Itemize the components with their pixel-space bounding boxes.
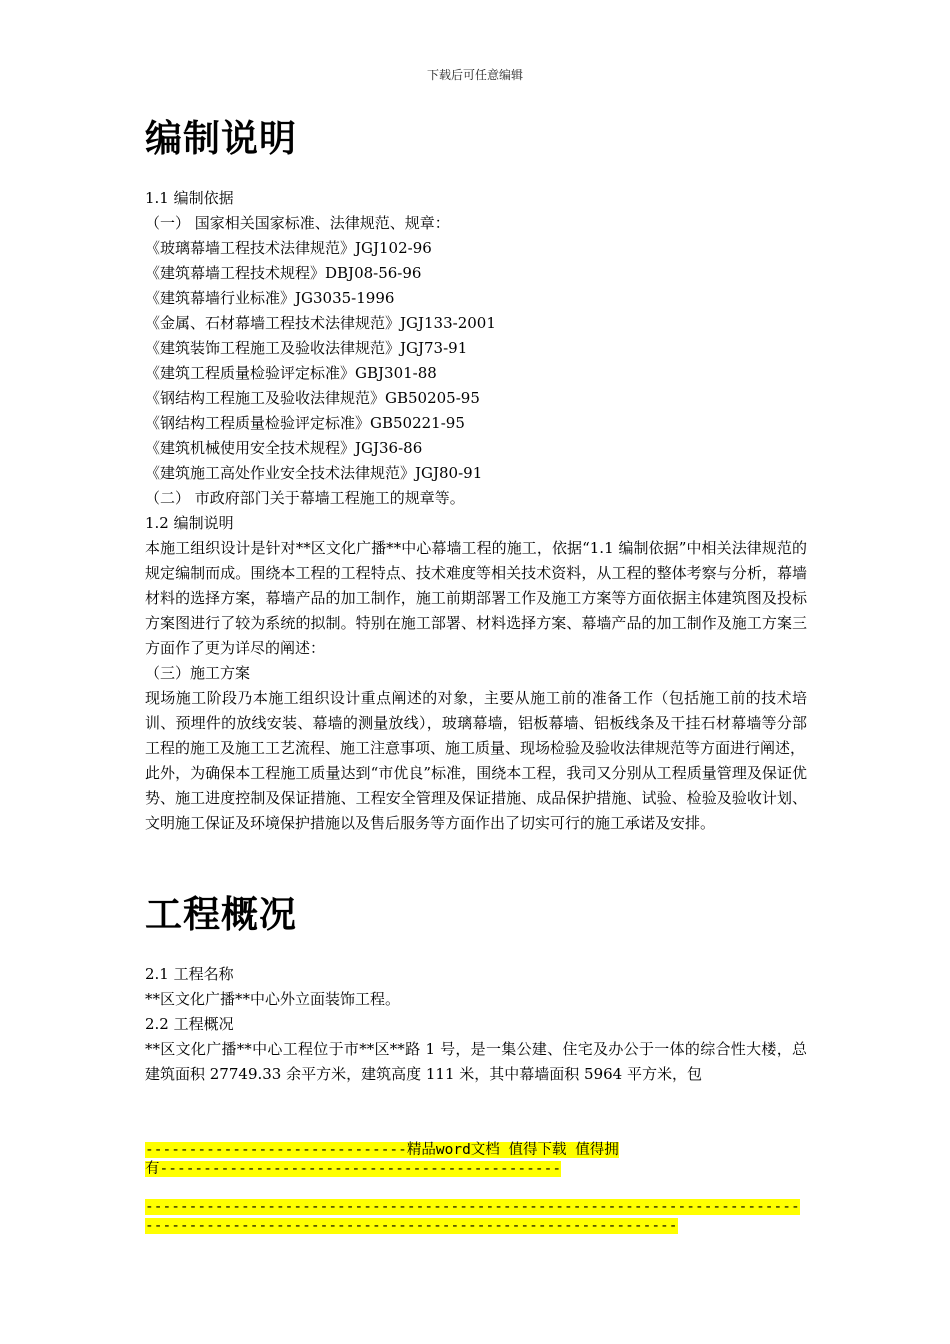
promo-line: ------------------------------精品word文档 值得下载 值得拥	[145, 1142, 619, 1158]
promo-footer	[145, 1141, 807, 1236]
standards-list	[145, 211, 807, 511]
promo-dash-line: -------------------------------------------------------------	[145, 1218, 678, 1234]
subheading-construction-plan: （三）施工方案	[145, 664, 251, 682]
list-item: 《钢结构工程质量检验评定标准》GB50221-95	[145, 414, 465, 432]
page-header: 下载后可任意编辑	[426, 68, 523, 82]
list-item: （一） 国家相关国家标准、法律规范、规章：	[145, 214, 450, 232]
project-name: **区文化广播**中心外立面装饰工程。	[145, 990, 401, 1008]
section-title-compilation: 编制说明	[145, 116, 297, 160]
list-item: 《建筑工程质量检验评定标准》GBJ301-88	[145, 364, 437, 382]
list-item: 《建筑幕墙工程技术规程》DBJ08-56-96	[145, 264, 422, 282]
list-item: （二） 市政府部门关于幕墙工程施工的规章等。	[145, 489, 465, 507]
paragraph-construction-plan: 现场施工阶段乃本施工组织设计重点阐述的对象，主要从施工前的准备工作（包括施工前的技术培训、预埋件的放线安装、幕墙的测量放线），玻璃幕墙，铝板幕墙、铝板线条及干挂石材幕墙等分部工程的施工及施工工艺流程、施工注意事项、施工质量、现场检验及验收法律规范等方面进行阐述，	[145, 689, 807, 757]
list-item: 《玻璃幕墙工程技术法律规范》JGJ102-96	[145, 239, 432, 257]
promo-line: 有----------------------------------------------	[145, 1161, 562, 1177]
list-item: 《建筑施工高处作业安全技术法律规范》JGJ80-91	[145, 464, 483, 482]
document-body	[145, 110, 807, 1087]
section-title-overview: 工程概况	[145, 892, 297, 936]
list-item: 《建筑装饰工程施工及验收法律规范》JGJ73-91	[145, 339, 468, 357]
subheading-project-overview: 2.2 工程概况	[145, 1015, 234, 1033]
list-item: 《建筑机械使用安全技术规程》JGJ36-86	[145, 439, 423, 457]
subheading-explanation: 1.2 编制说明	[145, 514, 234, 532]
paragraph-explanation: 本施工组织设计是针对**区文化广播**中心幕墙工程的施工，依据“1.1 编制依据”中相关法律规范的规定编制而成。围绕本工程的工程特点、技术难度等相关技术资料，从工程的整体考察与分析，幕墙材料的选择方案，幕墙产品的加工制作，施工前期部署工作及施工方案等方面依据主体建筑图及投标方案图进行了较为系统的拟制。特别在施工部署、材料选择方案、幕墙产品的加工制作及施工方案三方面作了更为详尽的阐述：	[145, 539, 807, 657]
list-item: 《金属、石材幕墙工程技术法律规范》JGJ133-2001	[145, 314, 496, 332]
list-item: 《建筑幕墙行业标准》JG3035-1996	[145, 289, 395, 307]
subheading-project-name: 2.1 工程名称	[145, 965, 234, 983]
promo-dash-line: ---------------------------------------------------------------------------	[145, 1199, 800, 1215]
paragraph-quality-commitment: 此外，为确保本工程施工质量达到“市优良”标准，围绕本工程，我司又分别从工程质量管理及保证优势、施工进度控制及保证措施、工程安全管理及保证措施、成品保护措施、试验、检验及验收计划、文明施工保证及环境保护措施以及售后服务等方面作出了切实可行的施工承诺及安排。	[145, 764, 807, 832]
subheading-basis: 1.1 编制依据	[145, 189, 234, 207]
paragraph-project-overview: **区文化广播**中心工程位于市**区**路 1 号，是一集公建、住宅及办公于一体的综合性大楼，总建筑面积 27749.33 余平方米，建筑高度 111 米，其中幕墙面积 5964 平方米，包	[145, 1040, 807, 1083]
list-item: 《钢结构工程施工及验收法律规范》GB50205-95	[145, 389, 480, 407]
